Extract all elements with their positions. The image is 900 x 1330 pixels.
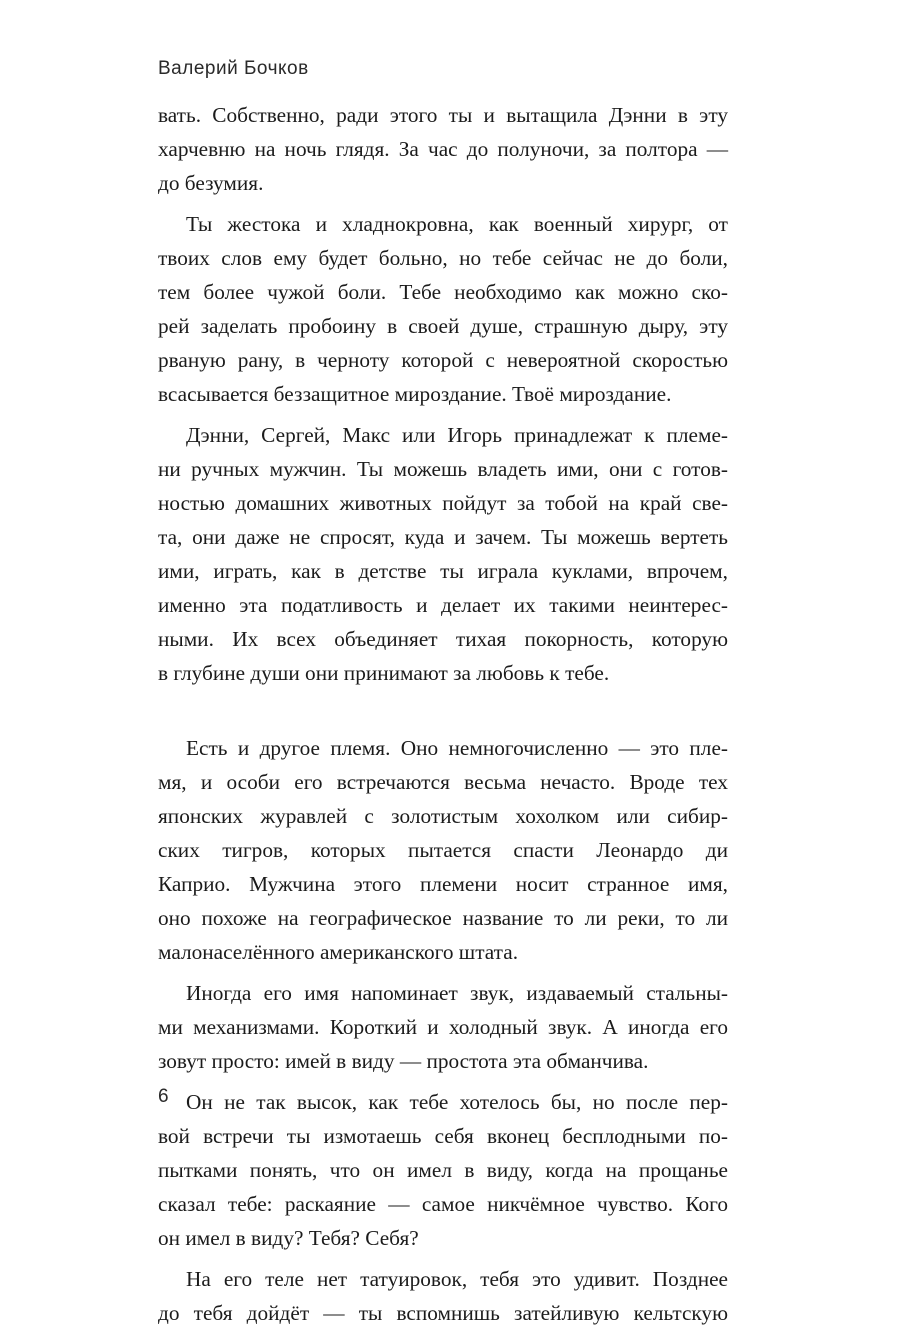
text-line: вой встречи ты измотаешь себя вконец бесплодными по- (158, 1124, 728, 1148)
paragraph (158, 731, 728, 969)
running-head-author: Валерий Бочков (158, 58, 309, 79)
text-line: На его теле нет татуировок, тебя это удивит. Позднее (186, 1267, 728, 1291)
text-line: мя, и особи его встречаются весьма нечасто. Вроде тех (158, 770, 728, 794)
text-line: он имел в виду? Тебя? Себя? (158, 1226, 419, 1250)
text-line: малонаселённого американского штата. (158, 940, 519, 964)
text-line: ни ручных мужчин. Ты можешь владеть ими, они с готов- (158, 457, 728, 481)
text-line: тем более чужой боли. Тебе необходимо как можно ско- (158, 280, 728, 304)
body-text (158, 98, 728, 1330)
text-line: Дэнни, Сергей, Макс или Игорь принадлежат к племе- (186, 423, 728, 447)
text-line: ными. Их всех объединяет тихая покорность, которую (158, 627, 728, 651)
text-line: Каприо. Мужчина этого племени носит странное имя, (158, 872, 728, 896)
text-line: японских журавлей с золотистым хохолком или сибир- (158, 804, 728, 828)
text-line: ских тигров, которых пытается спасти Леонардо ди (158, 838, 728, 862)
text-line: ностью домашних животных пойдут за тобой на край све- (158, 491, 728, 515)
text-line: ими, играть, как в детстве ты играла куклами, впрочем, (158, 559, 728, 583)
text-line: Иногда его имя напоминает звук, издаваемый стальны- (186, 981, 728, 1005)
text-line: пытками понять, что он имел в виду, когда на прощанье (158, 1158, 728, 1182)
text-line: ми механизмами. Короткий и холодный звук. А иногда его (158, 1015, 728, 1039)
text-line: вать. Собственно, ради этого ты и вытащила Дэнни в эту (158, 103, 728, 127)
text-line: Есть и другое племя. Оно немногочисленно — это пле- (186, 736, 728, 760)
text-line: твоих слов ему будет больно, но тебе сейчас не до боли, (158, 246, 728, 270)
paragraph (158, 207, 728, 411)
text-line: до тебя дойдёт — ты вспомнишь затейливую кельтскую (158, 1301, 728, 1325)
text-line: харчевню на ночь глядя. За час до полуночи, за полтора — (158, 137, 728, 161)
text-line: зовут просто: имей в виду — простота эта обманчива. (158, 1049, 649, 1073)
paragraph (158, 98, 728, 200)
text-line: именно эта податливость и делает их такими неинтерес- (158, 593, 728, 617)
paragraph (158, 1085, 728, 1255)
paragraph (158, 976, 728, 1078)
text-line: оно похоже на географическое название то ли реки, то ли (158, 906, 728, 930)
text-line: рей заделать пробоину в своей душе, страшную дыру, эту (158, 314, 728, 338)
text-line: в глубине души они принимают за любовь к тебе. (158, 661, 610, 685)
text-line: Ты жестока и хладнокровна, как военный хирург, от (186, 212, 728, 236)
text-line: всасывается беззащитное мироздание. Твоё мироздание. (158, 382, 672, 406)
text-line: рваную рану, в черноту которой с невероятной скоростью (158, 348, 728, 372)
text-line: Он не так высок, как тебе хотелось бы, но после пер- (186, 1090, 728, 1114)
text-line: до безумия. (158, 171, 264, 195)
text-line: та, они даже не спросят, куда и зачем. Ты можешь вертеть (158, 525, 728, 549)
paragraph (158, 1262, 728, 1330)
page-number: 6 (158, 1086, 169, 1107)
text-line: сказал тебе: раскаяние — самое никчёмное чувство. Кого (158, 1192, 728, 1216)
paragraph (158, 418, 728, 690)
